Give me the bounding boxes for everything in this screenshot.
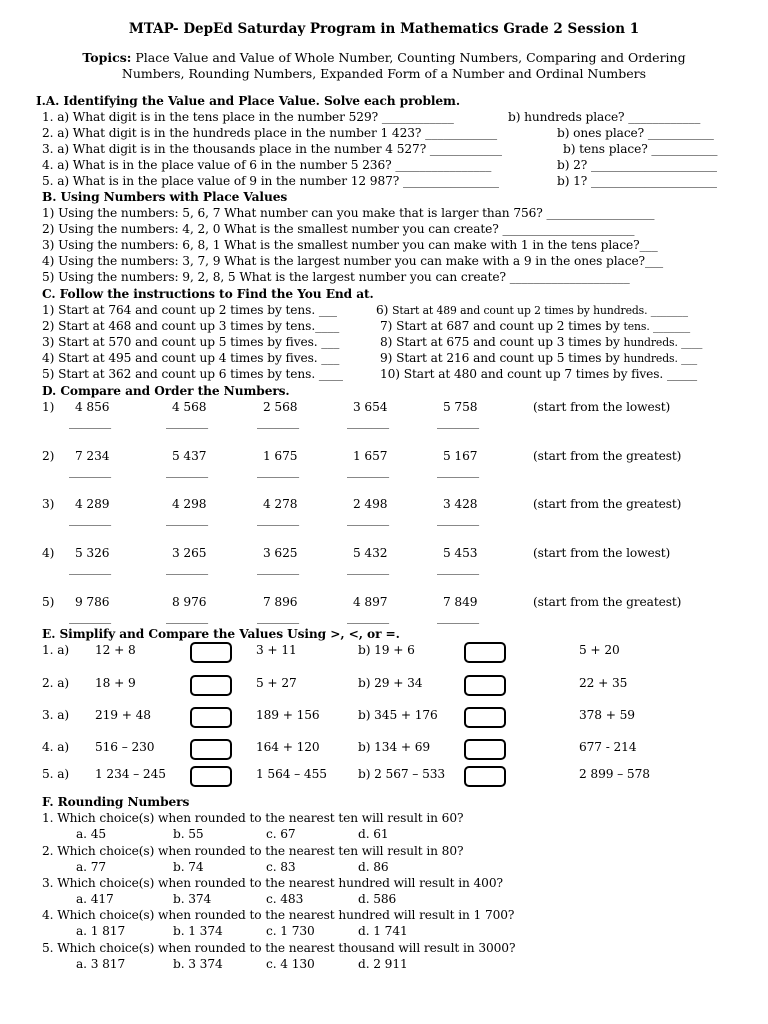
- simplify-row-number: 5. a): [42, 767, 70, 781]
- rounding-choice[interactable]: c. 83: [266, 860, 296, 874]
- compare-row-number: 3): [42, 497, 55, 511]
- compare-value: 5 432: [353, 546, 388, 560]
- compare-value: 7 849: [443, 595, 478, 609]
- rounding-question: 3. Which choice(s) when rounded to the nearest hundred will result in 400?: [42, 876, 503, 890]
- rounding-choice[interactable]: a. 3 817: [76, 957, 126, 971]
- rounding-question: 5. Which choice(s) when rounded to the nearest thousand will result in 3000?: [42, 941, 516, 955]
- compare-value: 1 657: [353, 449, 388, 463]
- section-c-item-9: [380, 351, 697, 365]
- order-answer-blank[interactable]: _______: [166, 610, 208, 624]
- order-answer-blank[interactable]: _______: [347, 512, 389, 526]
- order-answer-blank[interactable]: _______: [437, 415, 479, 429]
- expression-b-right: 22 + 35: [579, 676, 628, 690]
- expression-b-left: b) 29 + 34: [358, 676, 423, 690]
- compare-value: 1 675: [263, 449, 298, 463]
- rounding-choice[interactable]: c. 4 130: [266, 957, 315, 971]
- compare-value: 4 289: [75, 497, 110, 511]
- expression-b-left: b) 2 567 – 533: [358, 767, 446, 781]
- compare-answer-box[interactable]: [190, 675, 232, 696]
- section-b-item-4: 4) Using the numbers: 3, 7, 9 What is the largest number you can make with a 9 in the ones place?___: [42, 254, 663, 268]
- section-c-item-9-num: 9) Start at 216 and count up 5 times by: [380, 351, 624, 365]
- compare-answer-box[interactable]: [190, 707, 232, 728]
- section-c-item-10: [380, 367, 697, 381]
- compare-value: 8 976: [172, 595, 207, 609]
- rounding-question: 1. Which choice(s) when rounded to the nearest ten will result in 60?: [42, 811, 464, 825]
- compare-answer-box[interactable]: [464, 675, 506, 696]
- expression-a-left: 219 + 48: [95, 708, 151, 722]
- compare-answer-box[interactable]: [464, 707, 506, 728]
- section-a-item-5b: b) 1? _____________________: [557, 174, 717, 188]
- compare-answer-box[interactable]: [190, 739, 232, 760]
- compare-value: 3 625: [263, 546, 298, 560]
- expression-b-left: b) 134 + 69: [358, 740, 431, 754]
- section-c-item-8: [380, 335, 702, 349]
- expression-b-right: 2 899 – 578: [579, 767, 650, 781]
- compare-answer-box[interactable]: [190, 766, 232, 787]
- compare-value: 3 654: [353, 400, 388, 414]
- topics-label: Topics:: [82, 50, 132, 65]
- expression-a-left: 12 + 8: [95, 643, 136, 657]
- simplify-row-number: 1. a): [42, 643, 70, 657]
- compare-value: 7 234: [75, 449, 110, 463]
- section-a-item-2b: b) ones place? ___________: [557, 126, 714, 140]
- section-a-item-1: 1. a) What digit is in the tens place in the number 529? ____________: [42, 110, 454, 124]
- order-answer-blank[interactable]: _______: [166, 561, 208, 575]
- topics-text-1: Place Value and Value of Whole Number, Counting Numbers, Comparing and Ordering: [135, 50, 686, 65]
- section-c-item-7: [380, 319, 690, 333]
- order-answer-blank[interactable]: _______: [166, 464, 208, 478]
- expression-b-right: 5 + 20: [579, 643, 620, 657]
- expression-b-right: 378 + 59: [579, 708, 635, 722]
- compare-value: 5 326: [75, 546, 110, 560]
- section-c-heading: C. Follow the instructions to Find the You End at.: [42, 287, 374, 301]
- order-answer-blank[interactable]: _______: [257, 415, 299, 429]
- section-a-item-2: 2. a) What digit is in the hundreds place in the number 1 423? ____________: [42, 126, 498, 140]
- section-b-item-5: 5) Using the numbers: 9, 2, 8, 5 What is the largest number you can create? ____________________: [42, 270, 630, 284]
- compare-value: 2 568: [263, 400, 298, 414]
- order-answer-blank[interactable]: _______: [257, 464, 299, 478]
- rounding-choice[interactable]: d. 86: [358, 860, 389, 874]
- rounding-choice[interactable]: d. 2 911: [358, 957, 408, 971]
- simplify-row-number: 4. a): [42, 740, 70, 754]
- order-answer-blank[interactable]: _______: [69, 610, 111, 624]
- section-c-item-5: 5) Start at 362 and count up 6 times by tens. ____: [42, 367, 343, 381]
- order-answer-blank[interactable]: _______: [166, 512, 208, 526]
- rounding-choice[interactable]: b. 74: [173, 860, 204, 874]
- compare-value: 5 167: [443, 449, 478, 463]
- compare-value: 3 428: [443, 497, 478, 511]
- rounding-question: 4. Which choice(s) when rounded to the nearest hundred will result in 1 700?: [42, 908, 515, 922]
- section-a-item-3b: b) tens place? ___________: [563, 142, 718, 156]
- section-c-item-7-num: 7) Start at 687 and count up 2 times by: [380, 319, 624, 333]
- expression-a-right: 189 + 156: [256, 708, 320, 722]
- order-answer-blank[interactable]: _______: [257, 561, 299, 575]
- expression-b-left: b) 345 + 176: [358, 708, 438, 722]
- compare-value: 7 896: [263, 595, 298, 609]
- section-b-heading: B. Using Numbers with Place Values: [42, 190, 288, 204]
- section-b-item-3: 3) Using the numbers: 6, 8, 1 What is the smallest number you can make with 1 in the tens place?___: [42, 238, 658, 252]
- simplify-row-number: 3. a): [42, 708, 70, 722]
- section-e-heading: E. Simplify and Compare the Values Using >, <, or =.: [42, 627, 400, 641]
- compare-answer-box[interactable]: [464, 642, 506, 663]
- compare-instruction: (start from the greatest): [533, 449, 682, 463]
- rounding-choice[interactable]: d. 1 741: [358, 924, 408, 938]
- compare-instruction: (start from the lowest): [533, 400, 671, 414]
- rounding-choice[interactable]: c. 1 730: [266, 924, 315, 938]
- order-answer-blank[interactable]: _______: [69, 512, 111, 526]
- order-answer-blank[interactable]: _______: [69, 415, 111, 429]
- order-answer-blank[interactable]: _______: [69, 464, 111, 478]
- expression-a-left: 516 – 230: [95, 740, 155, 754]
- topics-line-2: Numbers, Rounding Numbers, Expanded Form of a Number and Ordinal Numbers: [121, 66, 647, 81]
- order-answer-blank[interactable]: _______: [437, 610, 479, 624]
- section-a-item-4: 4. a) What is in the place value of 6 in the number 5 236? ________________: [42, 158, 492, 172]
- rounding-choice[interactable]: d. 586: [358, 892, 397, 906]
- expression-a-right: 5 + 27: [256, 676, 297, 690]
- compare-answer-box[interactable]: [464, 766, 506, 787]
- expression-a-right: 1 564 – 455: [256, 767, 327, 781]
- order-answer-blank[interactable]: _______: [347, 464, 389, 478]
- section-f-heading: F. Rounding Numbers: [42, 795, 190, 809]
- rounding-question: 2. Which choice(s) when rounded to the nearest ten will result in 80?: [42, 844, 464, 858]
- topics-line-1: [0, 50, 768, 65]
- order-answer-blank[interactable]: _______: [437, 561, 479, 575]
- expression-a-right: 164 + 120: [256, 740, 320, 754]
- section-c-item-6: [376, 303, 688, 317]
- order-answer-blank[interactable]: _______: [69, 561, 111, 575]
- section-b-item-2: 2) Using the numbers: 4, 2, 0 What is the smallest number you can create? ______________________: [42, 222, 635, 236]
- rounding-choice[interactable]: d. 61: [358, 827, 389, 841]
- compare-value: 4 298: [172, 497, 207, 511]
- compare-answer-box[interactable]: [464, 739, 506, 760]
- expression-a-right: 3 + 11: [256, 643, 297, 657]
- section-b-item-1: 1) Using the numbers: 5, 6, 7 What number can you make that is larger than 756? __________________: [42, 206, 655, 220]
- compare-instruction: (start from the greatest): [533, 497, 682, 511]
- compare-value: 4 568: [172, 400, 207, 414]
- rounding-choice[interactable]: a. 45: [76, 827, 107, 841]
- page-title: MTAP- DepEd Saturday Program in Mathematics Grade 2 Session 1: [128, 21, 640, 37]
- order-answer-blank[interactable]: _______: [257, 512, 299, 526]
- rounding-choice[interactable]: b. 3 374: [173, 957, 223, 971]
- compare-row-number: 4): [42, 546, 55, 560]
- compare-instruction: (start from the greatest): [533, 595, 682, 609]
- rounding-choice[interactable]: c. 67: [266, 827, 296, 841]
- section-c-item-4: 4) Start at 495 and count up 4 times by fives. ___: [42, 351, 340, 365]
- order-answer-blank[interactable]: _______: [257, 610, 299, 624]
- compare-row-number: 5): [42, 595, 55, 609]
- rounding-choice[interactable]: c. 483: [266, 892, 304, 906]
- rounding-choice[interactable]: b. 55: [173, 827, 204, 841]
- compare-value: 4 278: [263, 497, 298, 511]
- order-answer-blank[interactable]: _______: [166, 415, 208, 429]
- section-c-item-8-num: 8) Start at 675 and count up 3 times by: [380, 335, 624, 349]
- rounding-choice[interactable]: a. 77: [76, 860, 107, 874]
- order-answer-blank[interactable]: _______: [347, 415, 389, 429]
- simplify-row-number: 2. a): [42, 676, 70, 690]
- section-c-item-10-num: 10) Start at 480 and count up 7 times by fives. _____: [380, 367, 697, 381]
- section-a-item-5: 5. a) What is in the place value of 9 in the number 12 987? ________________: [42, 174, 499, 188]
- compare-value: 3 265: [172, 546, 207, 560]
- compare-row-number: 2): [42, 449, 55, 463]
- rounding-choice[interactable]: b. 374: [173, 892, 212, 906]
- section-a-item-1b: b) hundreds place? ____________: [508, 110, 701, 124]
- rounding-choice[interactable]: a. 1 817: [76, 924, 126, 938]
- section-c-item-2: 2) Start at 468 and count up 3 times by tens.____: [42, 319, 340, 333]
- expression-b-left: b) 19 + 6: [358, 643, 415, 657]
- order-answer-blank[interactable]: _______: [437, 512, 479, 526]
- order-answer-blank[interactable]: _______: [437, 464, 479, 478]
- section-a-heading: I.A. Identifying the Value and Place Value. Solve each problem.: [36, 94, 460, 108]
- compare-value: 5 758: [443, 400, 478, 414]
- compare-value: 9 786: [75, 595, 110, 609]
- order-answer-blank[interactable]: _______: [347, 610, 389, 624]
- section-c-item-6-num: 6): [376, 303, 393, 317]
- expression-b-right: 677 - 214: [579, 740, 637, 754]
- compare-row-number: 1): [42, 400, 55, 414]
- compare-value: 4 897: [353, 595, 388, 609]
- order-answer-blank[interactable]: _______: [347, 561, 389, 575]
- compare-instruction: (start from the lowest): [533, 546, 671, 560]
- compare-value: 5 437: [172, 449, 207, 463]
- compare-answer-box[interactable]: [190, 642, 232, 663]
- expression-a-left: 1 234 – 245: [95, 767, 166, 781]
- rounding-choice[interactable]: a. 417: [76, 892, 114, 906]
- section-c-item-3: 3) Start at 570 and count up 5 times by fives. ___: [42, 335, 340, 349]
- compare-value: 5 453: [443, 546, 478, 560]
- compare-value: 2 498: [353, 497, 388, 511]
- expression-a-left: 18 + 9: [95, 676, 136, 690]
- section-c-item-1: 1) Start at 764 and count up 2 times by tens. ___: [42, 303, 337, 317]
- compare-value: 4 856: [75, 400, 110, 414]
- section-a-item-3: 3. a) What digit is in the thousands place in the number 4 527? ____________: [42, 142, 502, 156]
- section-c-item-9-text: hundreds. ___: [623, 352, 698, 365]
- section-c-item-6-text: Start at 489 and count up 2 times by hundreds. _______: [392, 304, 688, 317]
- section-a-item-4b: b) 2? _____________________: [557, 158, 717, 172]
- section-c-item-8-text: hundreds. ____: [623, 336, 703, 349]
- section-c-item-7-text: tens. _______: [623, 320, 691, 333]
- rounding-choice[interactable]: b. 1 374: [173, 924, 223, 938]
- section-d-heading: D. Compare and Order the Numbers.: [42, 384, 290, 398]
